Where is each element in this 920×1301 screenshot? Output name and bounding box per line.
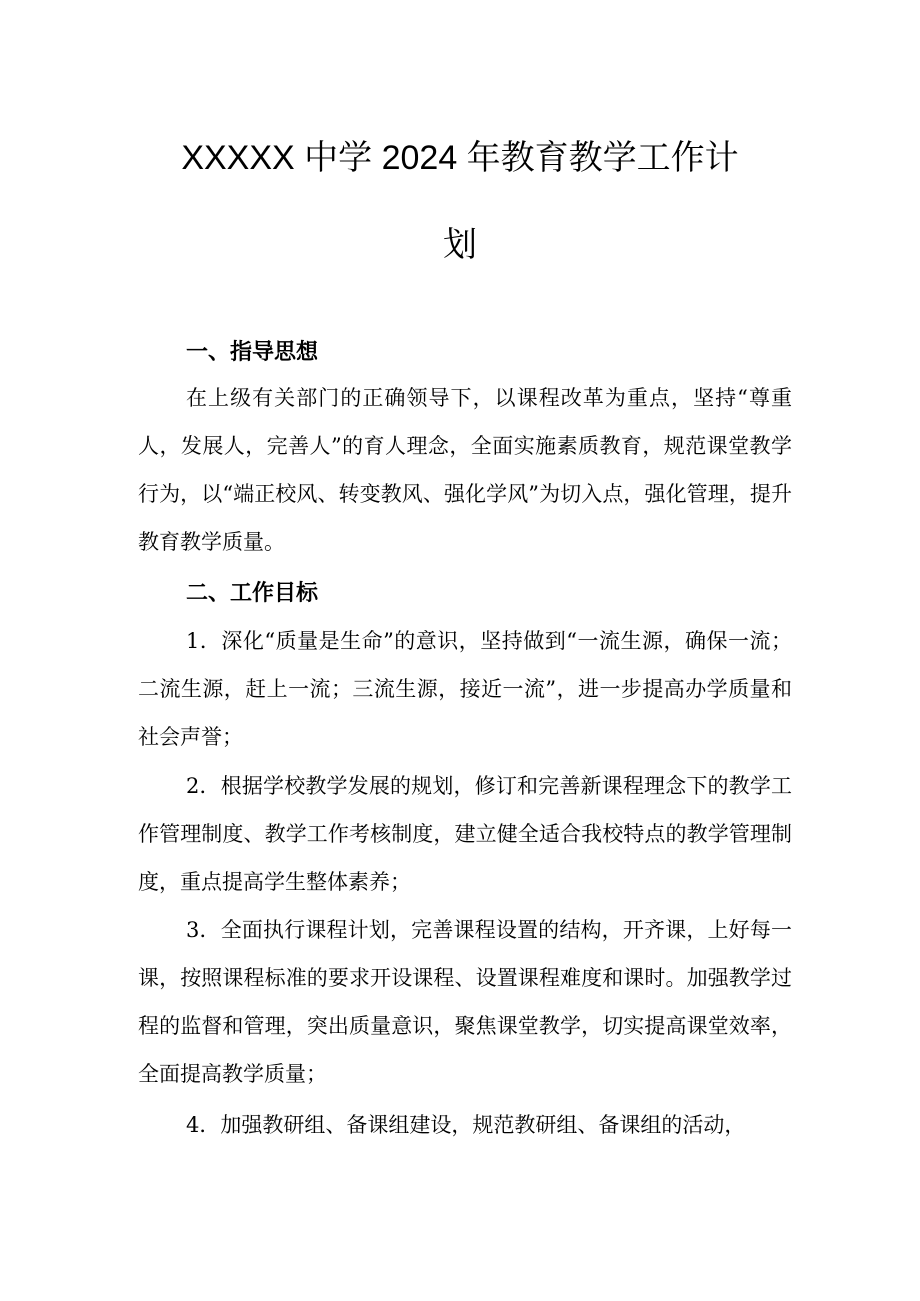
paragraph-guiding-ideology: 在上级有关部门的正确领导下，以课程改革为重点，坚持“尊重人，发展人，完善人”的育人理念，全面实施素质教育，规范课堂教学行为，以“端正校风、转变教风、强化学风”为切入点，强化管理，提升教育教学质量。: [138, 386, 792, 554]
section-heading-guiding-ideology: 一、指导思想: [186, 340, 319, 365]
paragraph-goal-2: 2．根据学校教学发展的规划，修订和完善新课程理念下的教学工作管理制度、教学工作考核制度，建立健全适合我校特点的教学管理制度，重点提高学生整体素养；: [138, 774, 792, 894]
paragraph-goal-4: 4．加强教研组、备课组建设，规范教研组、备课组的活动，: [186, 1113, 746, 1137]
paragraph-goal-3: 3．全面执行课程计划，完善课程设置的结构，开齐课，上好每一课，按照课程标准的要求开设课程、设置课程难度和课时。加强教学过程的监督和管理，突出质量意识，聚焦课堂教学，切实提高课堂效率，全面提高教学质量；: [138, 918, 792, 1086]
document-title-line-2: 划: [443, 226, 477, 264]
section-heading-work-goals: 二、工作目标: [186, 581, 319, 606]
document-title-line-1: XXXXX 中学 2024 年教育教学工作计: [181, 139, 739, 177]
paragraph-goal-1: 1．深化“质量是生命”的意识，坚持做到“一流生源，确保一流；二流生源，赶上一流；三流生源，接近一流”，进一步提高办学质量和社会声誉；: [138, 629, 792, 749]
